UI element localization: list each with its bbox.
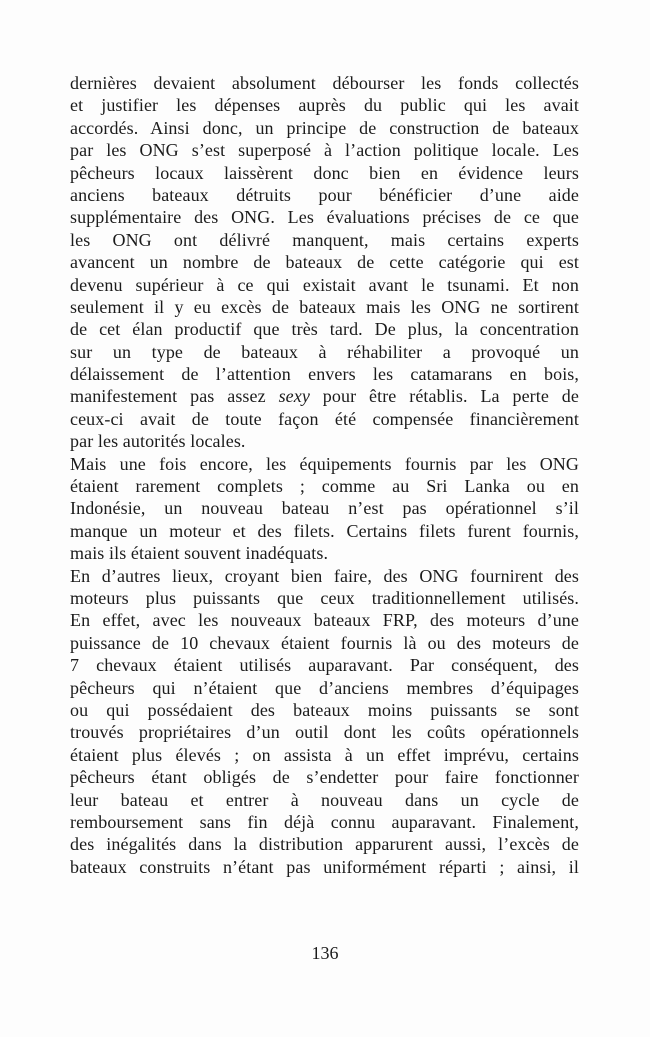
text-line [70, 408, 579, 430]
text-line [70, 856, 579, 878]
paragraph [70, 565, 579, 878]
text-line [70, 430, 579, 452]
text-line [70, 766, 579, 788]
text-line [70, 789, 579, 811]
text-segment: ceux-ci avait de toute façon été compensée financièrement [70, 408, 579, 429]
text-segment: les ONG ont délivré manquent, mais certains experts [70, 229, 579, 250]
text-line [70, 453, 579, 475]
text-segment: devenu supérieur à ce qui existait avant le tsunami. Et non [70, 274, 579, 295]
paragraph [70, 453, 579, 565]
text-line [70, 94, 579, 116]
text-line [70, 274, 579, 296]
text-line [70, 587, 579, 609]
text-segment: pêcheurs locaux laissèrent donc bien en évidence leurs [70, 162, 579, 183]
text-line [70, 520, 579, 542]
text-segment: manque un moteur et des filets. Certains filets furent fournis, [70, 520, 579, 541]
text-segment: seulement il y eu excès de bateaux mais les ONG ne sortirent [70, 296, 579, 317]
text-segment: ou qui possédaient des bateaux moins puissants se sont [70, 699, 579, 720]
text-segment: moteurs plus puissants que ceux traditionnellement utilisés. [70, 587, 579, 608]
text-segment: par les autorités locales. [70, 431, 246, 452]
text-line [70, 632, 579, 654]
text-segment: En effet, avec les nouveaux bateaux FRP, des moteurs d’une [70, 610, 579, 631]
text-segment: Mais une fois encore, les équipements fournis par les ONG [70, 453, 579, 474]
text-segment: manifestement pas assez [70, 386, 279, 407]
text-line [70, 542, 579, 564]
text-segment: sur un type de bateaux à réhabiliter a provoqué un [70, 341, 579, 362]
text-line [70, 117, 579, 139]
text-segment: étaient plus élevés ; on assista à un effet imprévu, certains [70, 744, 579, 765]
text-segment: remboursement sans fin déjà connu auparavant. Finalement, [70, 811, 579, 832]
text-segment: supplémentaire des ONG. Les évaluations précises de ce que [70, 207, 579, 228]
text-line [70, 318, 579, 340]
text-line [70, 565, 579, 587]
text-line [70, 385, 579, 407]
italic-text: sexy [278, 386, 310, 407]
text-line [70, 229, 579, 251]
text-segment: étaient rarement complets ; comme au Sri Lanka ou en [70, 476, 579, 497]
text-segment: avancent un nombre de bateaux de cette catégorie qui est [70, 252, 579, 273]
text-segment: bateaux construits n’étant pas uniformément réparti ; ainsi, il [70, 856, 579, 877]
text-line [70, 363, 579, 385]
text-line [70, 162, 579, 184]
text-line [70, 721, 579, 743]
text-segment: trouvés propriétaires d’un outil dont les coûts opérationnels [70, 722, 579, 743]
text-segment: délaissement de l’attention envers les catamarans en bois, [70, 364, 579, 385]
text-segment: pêcheurs qui n’étaient que d’anciens membres d’équipages [70, 677, 579, 698]
text-line [70, 184, 579, 206]
text-line [70, 296, 579, 318]
text-segment: et justifier les dépenses auprès du public qui les avait [70, 95, 579, 116]
text-line [70, 251, 579, 273]
text-line [70, 609, 579, 631]
text-line [70, 497, 579, 519]
text-segment: par les ONG s’est superposé à l’action politique locale. Les [70, 140, 579, 161]
text-line [70, 833, 579, 855]
text-line [70, 744, 579, 766]
text-segment: En d’autres lieux, croyant bien faire, des ONG fournirent des [70, 565, 579, 586]
text-segment: de cet élan productif que très tard. De plus, la concentration [70, 319, 579, 340]
text-segment: puissance de 10 chevaux étaient fournis là ou des moteurs de [70, 632, 579, 653]
paragraph [70, 72, 579, 453]
text-segment: anciens bateaux détruits pour bénéficier d’une aide [70, 184, 579, 205]
text-segment: des inégalités dans la distribution apparurent aussi, l’excès de [70, 834, 579, 855]
text-line [70, 654, 579, 676]
text-line [70, 811, 579, 833]
text-line [70, 341, 579, 363]
text-line [70, 677, 579, 699]
text-segment: pêcheurs étant obligés de s’endetter pour faire fonctionner [70, 767, 579, 788]
text-line [70, 699, 579, 721]
page-text [70, 72, 579, 878]
text-segment: accordés. Ainsi donc, un principe de construction de bateaux [70, 117, 579, 138]
page-number: 136 [311, 943, 339, 963]
text-line [70, 206, 579, 228]
text-segment: leur bateau et entrer à nouveau dans un cycle de [70, 789, 579, 810]
text-line [70, 139, 579, 161]
text-segment: pour être rétablis. La perte de [309, 386, 579, 407]
text-segment: Indonésie, un nouveau bateau n’est pas opérationnel s’il [70, 498, 579, 519]
text-segment: dernières devaient absolument débourser les fonds collectés [70, 73, 579, 93]
text-line [70, 72, 579, 94]
text-segment: 7 chevaux étaient utilisés auparavant. Par conséquent, des [70, 655, 579, 676]
text-line [70, 475, 579, 497]
text-segment: mais ils étaient souvent inadéquats. [70, 543, 329, 564]
